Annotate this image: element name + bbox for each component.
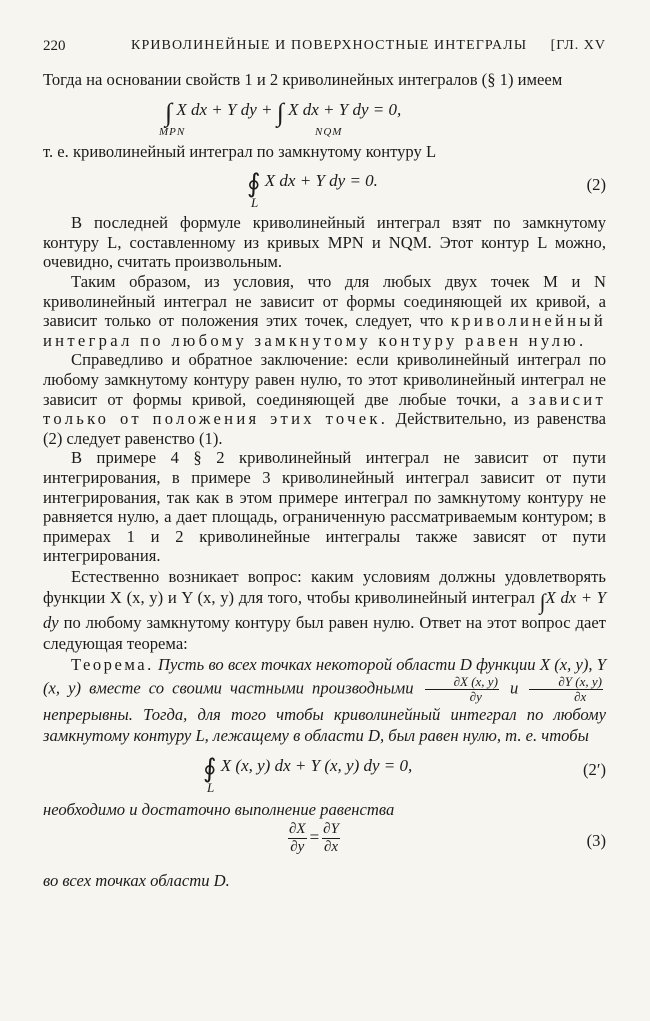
paragraph-4-text: Таким образом, из условия, что для любых двух точек M и N криволинейный интеграл не зависит от формы соединяющей их кривой, а зависит только от положения этих точек, следует, что [43,271,606,331]
equation-3-number: (3) [586,831,606,851]
integral-sign: ∫ [539,588,546,614]
paragraph-3: В последней формуле криволинейный интеграл взят по замкнутому контуру L, составленному из кривых MPN и NQM. Этот контур L можно, очевидно, считать произвольным. [43,213,606,272]
equation-1-part-b: X dx + Y dy = 0, [288,99,402,119]
chapter-marker: [ГЛ. XV [550,38,606,53]
paragraph-7-continuation: по любому замкнутому контуру был равен нулю. Ответ на этот вопрос дает следующая теорема: [43,612,606,653]
fraction-denominator: ∂x [574,688,587,704]
equation-2-number: (2) [586,175,606,195]
page-number: 220 [43,38,66,54]
paragraph-9 [43,871,606,891]
equation-2-prime [43,750,606,796]
theorem-and: и [510,678,519,698]
dX-dy-fraction [288,821,307,856]
partial-x-fraction [425,675,499,704]
book-page [43,38,606,891]
fraction-numerator: ∂X (x, y) [425,675,499,690]
theorem-text-a: Пусть во всех точках некоторой области D функции X (x, y), Y (x, y) вместе со своими частными производными [43,654,606,698]
dY-dx-fraction [322,821,340,856]
paragraph-8 [43,800,606,820]
equation-2-body: X dx + Y dy = 0. [264,171,378,191]
equation-1 [43,94,606,138]
equals-sign: = [309,827,320,847]
equation-2-prime-body: X (x, y) dx + Y (x, y) dy = 0, [220,755,413,775]
equation-2-subscript: L [251,195,260,211]
paragraph-5 [43,350,606,448]
equation-2-prime-number: (2′) [583,759,606,779]
paragraph-5-text: Справедливо и обратное заключение: если криволинейный интеграл по любому замкнутому контуру равен нулю, то этот криволинейный интеграл не зависит от формы кривой, соединяющей две любые точки, а [43,350,606,409]
contour-integral-sign: ∮ [247,169,261,199]
integral-sign: ∫ [276,97,284,127]
theorem [43,654,606,746]
paragraph-7 [43,566,606,654]
theorem-text-b: непрерывны. Тогда, для того чтобы криволинейный интеграл по любому замкнутому контуру L, лежащему в области D, был равен нулю, т. е. чтобы [43,704,606,745]
paragraph-4 [43,272,606,350]
equation-1-part-a: X dx + Y dy + [176,99,273,119]
integral-sign: ∫ [165,97,173,127]
fraction-numerator: ∂X [289,821,306,838]
paragraph-5-emphasis: зависит только от положения этих точек. [43,389,607,429]
fraction-numerator: ∂Y [323,821,339,838]
paragraph-1: Тогда на основании свойств 1 и 2 криволинейных интегралов (§ 1) имеем [43,70,563,89]
equation-3 [43,821,606,865]
paragraph-8-text: необходимо и достаточно выполнение равенства [43,799,395,819]
running-header [43,38,606,60]
paragraph-4-emphasis: криволинейный интеграл по любому замкнутому контуру равен нулю. [43,311,606,350]
partial-y-fraction [529,675,603,704]
inline-integral: X dx + Y dy [43,587,607,632]
fraction-denominator: ∂y [290,839,305,856]
running-title: КРИВОЛИНЕЙНЫЕ И ПОВЕРХНОСТНЫЕ ИНТЕГРАЛЫ [131,38,528,53]
contour-integral-sign: ∮ [203,753,217,783]
paragraph-7-text: Естественно возникает вопрос: каким условиям должны удовлетворять функции X (x, y) и Y (x, y) для того, чтобы криволинейный интеграл [43,566,606,607]
equation-2 [43,165,606,209]
equation-2-prime-subscript: L [207,779,216,795]
paragraph-9-text: во всех точках области D. [43,871,230,891]
paragraph-5-conclusion: Действительно, из равенства (2) следует равенство (1). [43,409,606,448]
paragraph-6: В примере 4 § 2 криволинейный интеграл не зависит от пути интегрирования, в примере 3 криволинейный интеграл зависит от пути интегрирования, так как в этом примере интеграл по замкнутому контуру не равняется нулю, а дает площадь, ограниченную рассматриваемым контуром; в примерах 1 и 2 криволинейные интегралы также зависят от пути интегрирования. [43,448,606,566]
fraction-denominator: ∂x [324,839,339,856]
equation-1-subscript-a: MPN [159,125,186,138]
fraction-numerator: ∂Y (x, y) [529,675,603,690]
theorem-label: Теорема. [71,654,154,674]
fraction-denominator: ∂y [469,688,482,704]
equation-1-subscript-b: NQM [315,125,343,138]
paragraph-2: т. е. криволинейный интеграл по замкнутому контуру L [43,141,437,161]
